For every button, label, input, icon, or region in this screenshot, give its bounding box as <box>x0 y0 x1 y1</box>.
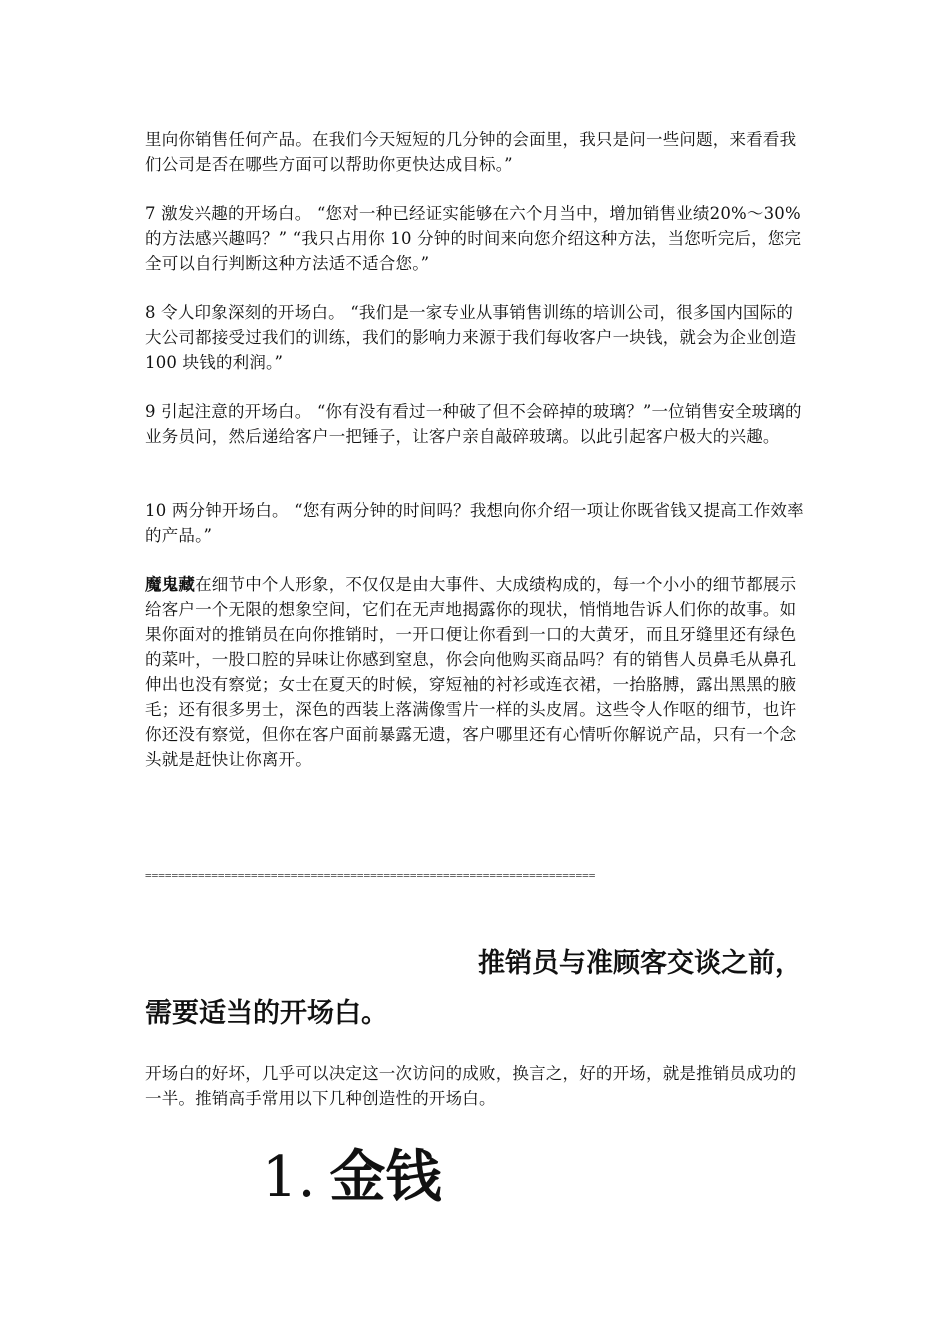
paragraph-item-7: 7 激发兴趣的开场白。 “您对一种已经证实能够在六个月当中，增加销售业绩20%～30%的方法感兴趣吗？” “我只占用你 10 分钟的时间来向您介绍这种方法，当您听完后，您完全可以自行判断这种方法适不适合您。” <box>145 204 802 273</box>
details-bold-lead: 魔鬼藏 <box>145 575 196 594</box>
section-heading <box>262 1140 441 1216</box>
heading-line-2: 需要适当的开场白。 <box>145 998 388 1029</box>
details-body: 在细节中个人形象，不仅仅是由大事件、大成绩构成的，每一个小小的细节都展示给客户一个无限的想象空间，它们在无声地揭露你的现状，悄悄地告诉人们你的故事。如果你面对的推销员在向你推销时，一开口便让你看到一口的大黄牙，而且牙缝里还有绿色的菜叶，一股口腔的异味让你感到窒息，你会向他购买商品吗？有的销售人员鼻毛从鼻孔伸出也没有察觉；女士在夏天的时候，穿短袖的衬衫或连衣裙，一抬胳膊，露出黑黑的腋毛；还有很多男士，深色的西装上落满像雪片一样的头皮屑。这些令人作呕的细节，也许你还没有察觉，但你在客户面前暴露无遗，客户哪里还有心情听你解说产品，只有一个念头就是赶快让你离开。 <box>145 575 797 769</box>
section-number: 1. <box>262 1145 316 1210</box>
paragraph-item-8: 8 令人印象深刻的开场白。 “我们是一家专业从事销售训练的培训公司，很多国内国际的大公司都接受过我们的训练，我们的影响力来源于我们每收客户一块钱，就会为企业创造 100 块钱的利润。” <box>145 303 797 372</box>
paragraph-item-9: 9 引起注意的开场白。 “你有没有看过一种破了但不会碎掉的玻璃？”一位销售安全玻璃的业务员问，然后递给客户一把锤子，让客户亲自敲碎玻璃。以此引起客户极大的兴趣。 <box>145 402 802 446</box>
separator-line: ==================================================================== <box>145 869 596 882</box>
paragraph-item-10: 10 两分钟开场白。 “您有两分钟的时间吗？我想向你介绍一项让你既省钱又提高工作效率的产品。” <box>145 501 804 545</box>
paragraph-continuation: 里向你销售任何产品。在我们今天短短的几分钟的会面里，我只是问一些问题，来看看我们公司是否在哪些方面可以帮助你更快达成目标。” <box>145 130 797 174</box>
section-title: 金钱 <box>329 1145 442 1210</box>
paragraph-details <box>145 572 805 772</box>
intro-paragraph: 开场白的好坏，几乎可以决定这一次访问的成败，换言之，好的开场，就是推销员成功的一半。推销高手常用以下几种创造性的开场白。 <box>145 1064 797 1108</box>
heading-line-1: 推销员与准顾客交谈之前， <box>478 948 802 979</box>
